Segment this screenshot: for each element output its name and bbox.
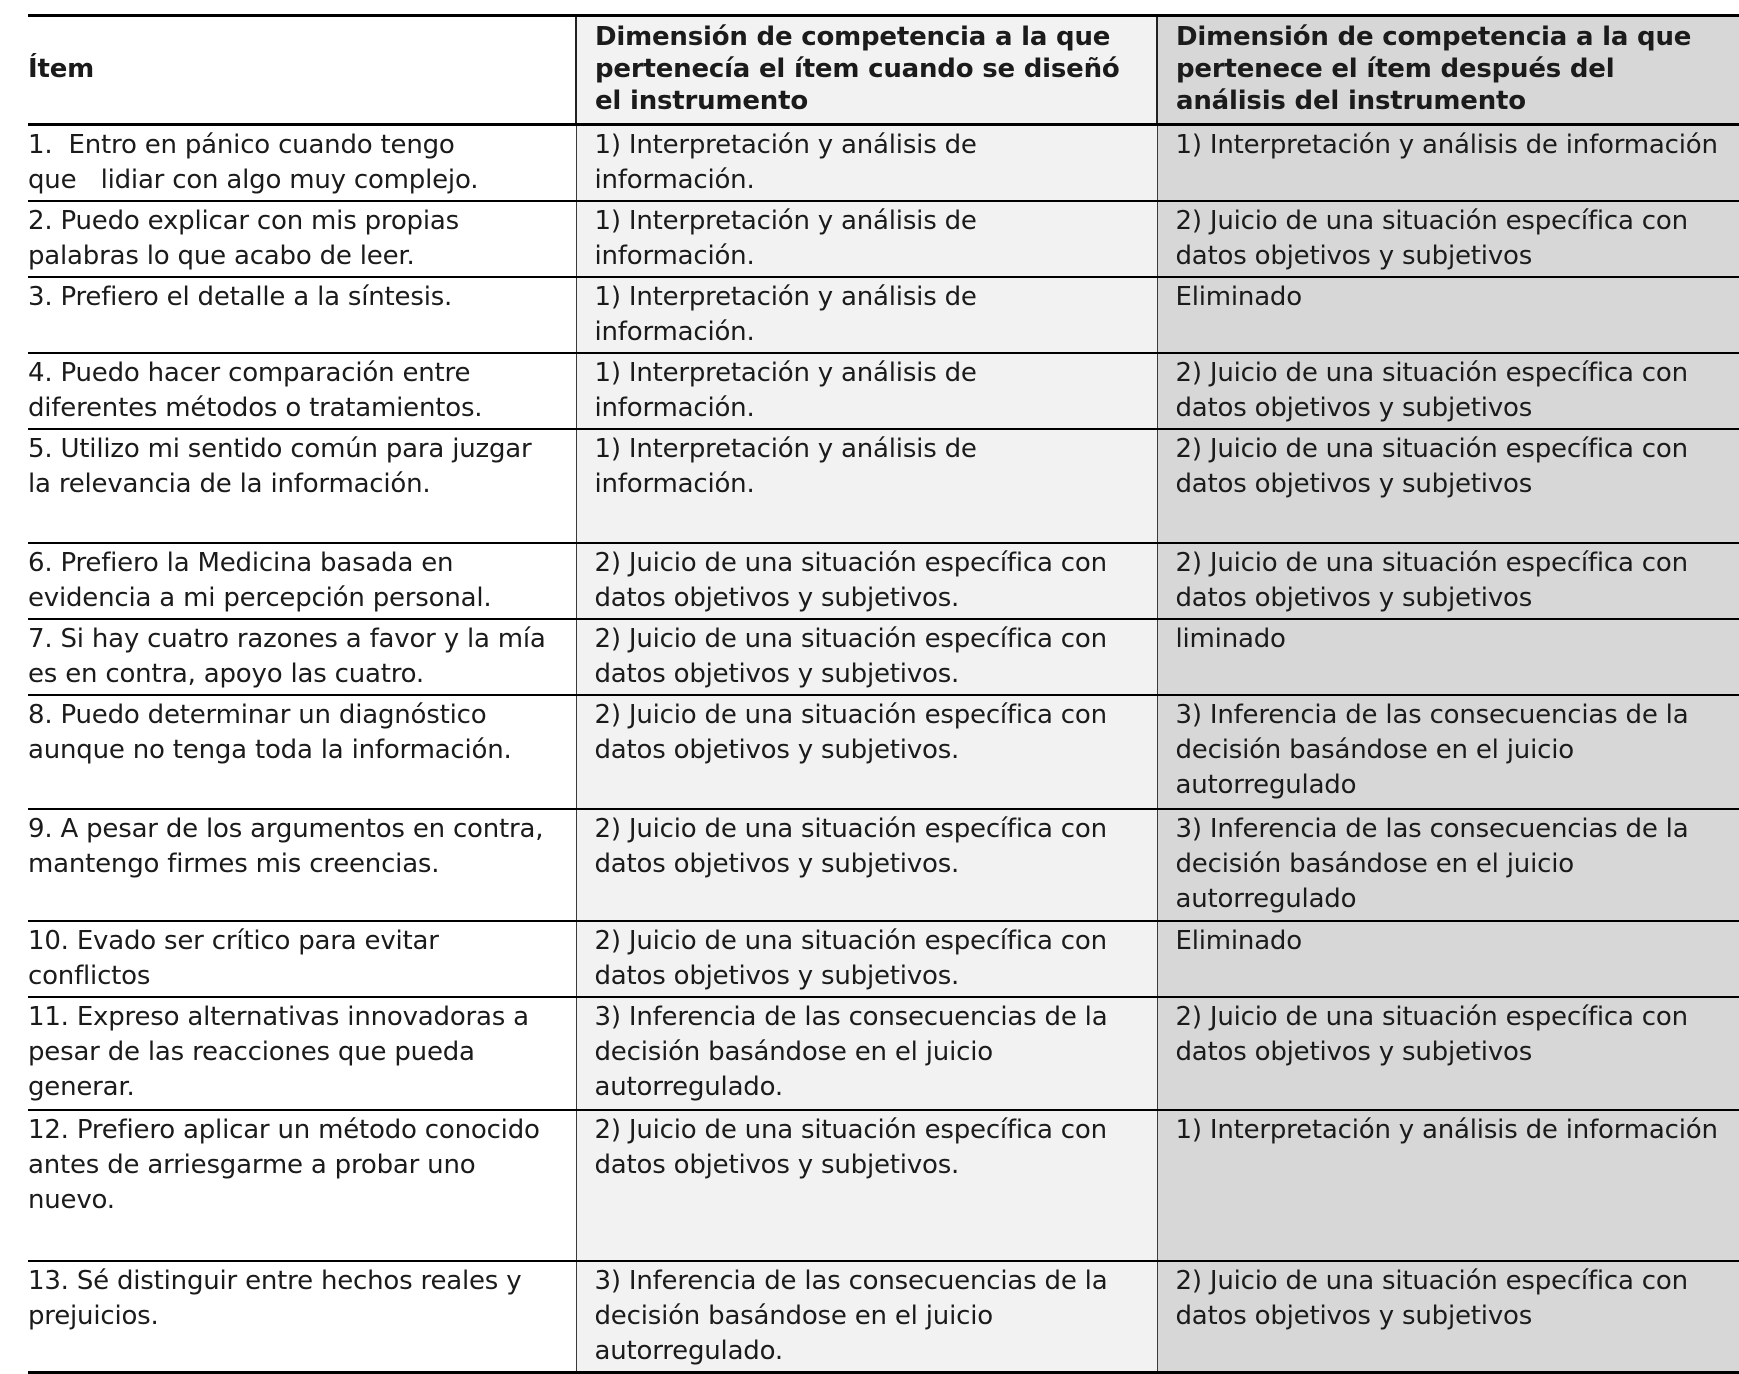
dimension-before-cell: 2) Juicio de una situación específica con datos objetivos y subjetivos. <box>576 543 1157 619</box>
table-row <box>28 695 1739 809</box>
dimension-after-cell: 2) Juicio de una situación específica con datos objetivos y subjetivos <box>1157 201 1739 277</box>
item-cell: 9. A pesar de los argumentos en contra, mantengo firmes mis creencias. <box>28 809 576 921</box>
dimension-before-cell: 2) Juicio de una situación específica con datos objetivos y subjetivos. <box>576 809 1157 921</box>
dimension-after-cell: 2) Juicio de una situación específica con datos objetivos y subjetivos <box>1157 1261 1739 1373</box>
dimension-after-cell: 2) Juicio de una situación específica con datos objetivos y subjetivos <box>1157 353 1739 429</box>
item-cell: 13. Sé distinguir entre hechos reales y prejuicios. <box>28 1261 576 1373</box>
dimension-before-cell: 2) Juicio de una situación específica con datos objetivos y subjetivos. <box>576 921 1157 997</box>
column-header-dimension-before: Dimensión de competencia a la que pertenecía el ítem cuando se diseñó el instrumento <box>576 16 1157 125</box>
item-cell: 6. Prefiero la Medicina basada en evidencia a mi percepción personal. <box>28 543 576 619</box>
dimension-after-cell: 2) Juicio de una situación específica con datos objetivos y subjetivos <box>1157 543 1739 619</box>
item-cell: 10. Evado ser crítico para evitar conflictos <box>28 921 576 997</box>
column-header-item: Ítem <box>28 16 576 125</box>
table-row <box>28 201 1739 277</box>
table-row <box>28 543 1739 619</box>
item-cell: 7. Si hay cuatro razones a favor y la mía es en contra, apoyo las cuatro. <box>28 619 576 695</box>
table-row <box>28 997 1739 1110</box>
dimension-before-cell: 1) Interpretación y análisis de información. <box>576 353 1157 429</box>
competency-table <box>28 14 1739 1374</box>
table-row <box>28 353 1739 429</box>
item-cell: 1. Entro en pánico cuando tengo que lidiar con algo muy complejo. <box>28 125 576 202</box>
dimension-after-cell: 2) Juicio de una situación específica con datos objetivos y subjetivos <box>1157 429 1739 543</box>
table-row <box>28 809 1739 921</box>
dimension-after-cell: 2) Juicio de una situación específica con datos objetivos y subjetivos <box>1157 997 1739 1110</box>
item-cell: 4. Puedo hacer comparación entre diferentes métodos o tratamientos. <box>28 353 576 429</box>
table-row <box>28 277 1739 353</box>
table-row <box>28 1110 1739 1261</box>
item-cell: 12. Prefiero aplicar un método conocido antes de arriesgarme a probar uno nuevo. <box>28 1110 576 1261</box>
dimension-after-cell: Eliminado <box>1157 921 1739 997</box>
dimension-after-cell: 1) Interpretación y análisis de información <box>1157 1110 1739 1261</box>
dimension-before-cell: 1) Interpretación y análisis de información. <box>576 125 1157 202</box>
table-row <box>28 619 1739 695</box>
item-cell: 8. Puedo determinar un diagnóstico aunque no tenga toda la información. <box>28 695 576 809</box>
dimension-before-cell: 3) Inferencia de las consecuencias de la decisión basándose en el juicio autorregulado. <box>576 1261 1157 1373</box>
dimension-before-cell: 2) Juicio de una situación específica con datos objetivos y subjetivos. <box>576 695 1157 809</box>
table-row <box>28 921 1739 997</box>
dimension-before-cell: 3) Inferencia de las consecuencias de la decisión basándose en el juicio autorregulado. <box>576 997 1157 1110</box>
table-row <box>28 125 1739 202</box>
dimension-before-cell: 2) Juicio de una situación específica con datos objetivos y subjetivos. <box>576 1110 1157 1261</box>
column-header-dimension-after: Dimensión de competencia a la que pertenece el ítem después del análisis del instrumento <box>1157 16 1739 125</box>
item-cell: 2. Puedo explicar con mis propias palabras lo que acabo de leer. <box>28 201 576 277</box>
table-row <box>28 429 1739 543</box>
dimension-after-cell: 3) Inferencia de las consecuencias de la decisión basándose en el juicio autorregulado <box>1157 809 1739 921</box>
item-cell: 3. Prefiero el detalle a la síntesis. <box>28 277 576 353</box>
dimension-before-cell: 1) Interpretación y análisis de información. <box>576 201 1157 277</box>
item-cell: 5. Utilizo mi sentido común para juzgar la relevancia de la información. <box>28 429 576 543</box>
page-root <box>0 14 1739 1366</box>
dimension-before-cell: 1) Interpretación y análisis de información. <box>576 277 1157 353</box>
dimension-after-cell: Eliminado <box>1157 277 1739 353</box>
table-header-row <box>28 16 1739 125</box>
dimension-after-cell: 1) Interpretación y análisis de información <box>1157 125 1739 202</box>
item-cell: 11. Expreso alternativas innovadoras a pesar de las reacciones que pueda generar. <box>28 997 576 1110</box>
dimension-after-cell: liminado <box>1157 619 1739 695</box>
dimension-after-cell: 3) Inferencia de las consecuencias de la decisión basándose en el juicio autorregulado <box>1157 695 1739 809</box>
dimension-before-cell: 1) Interpretación y análisis de información. <box>576 429 1157 543</box>
table-row <box>28 1261 1739 1373</box>
table-body <box>28 125 1739 1373</box>
dimension-before-cell: 2) Juicio de una situación específica con datos objetivos y subjetivos. <box>576 619 1157 695</box>
